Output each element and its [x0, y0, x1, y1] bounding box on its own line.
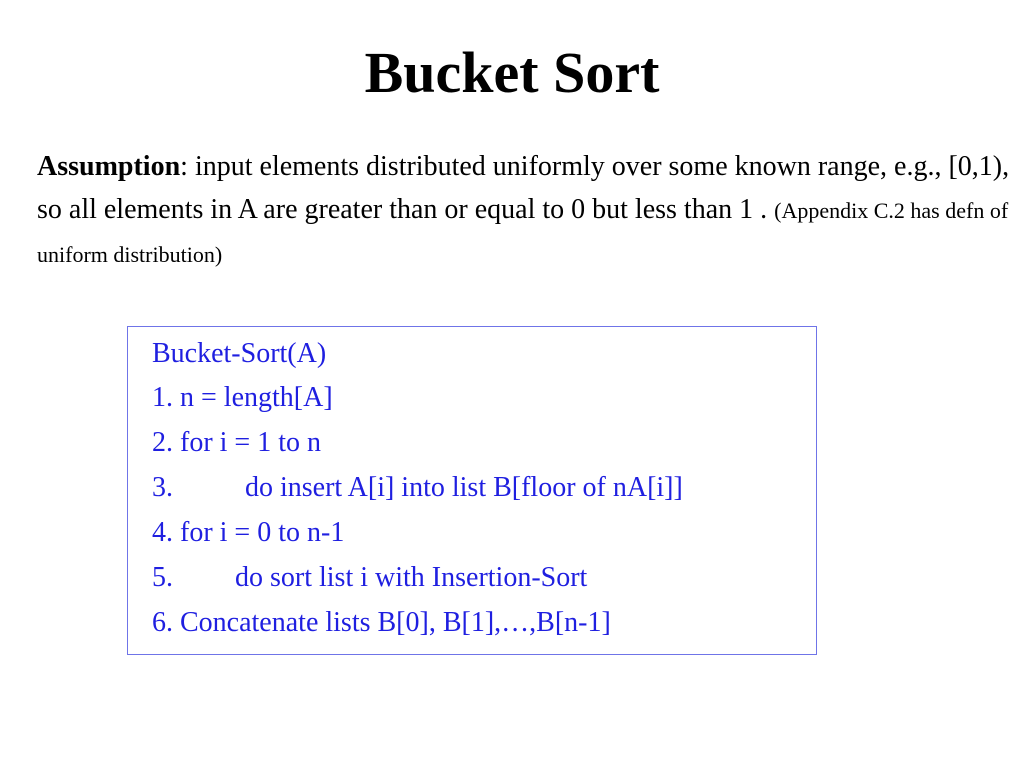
line-text: Concatenate lists B[0], B[1],…,B[n-1]: [180, 607, 611, 638]
line-text: for i = 1 to n: [180, 427, 321, 458]
slide-title: Bucket Sort: [364, 40, 660, 105]
line-text: do insert A[i] into list B[floor of nA[i]]: [245, 472, 683, 503]
algorithm-line-6: [152, 606, 611, 640]
assumption-paragraph: [37, 145, 1012, 276]
line-number: 2.: [152, 427, 173, 458]
line-number: 6.: [152, 607, 173, 638]
assumption-note: (Appendix C.2 has defn of uniform distribution): [37, 198, 1009, 267]
line-number: 4.: [152, 517, 173, 548]
algorithm-name: Bucket-Sort(A): [152, 338, 327, 369]
assumption-text: input elements distributed uniformly over some known range, e.g., [0,1), so all elements in A are greater than or equal to 0 but less than 1 .: [37, 151, 1010, 225]
algorithm-line-1: [152, 381, 333, 415]
algorithm-line-3: [152, 471, 683, 505]
assumption-colon: :: [180, 151, 188, 182]
line-number: 3.: [152, 472, 173, 503]
line-text: for i = 0 to n-1: [180, 517, 345, 548]
algorithm-line-4: [152, 516, 344, 550]
algorithm-line-2: [152, 426, 321, 460]
assumption-lead: Assumption: [37, 151, 181, 182]
line-text: do sort list i with Insertion-Sort: [235, 562, 588, 593]
line-number: 5.: [152, 562, 173, 593]
algorithm-box: [127, 326, 817, 655]
line-number: 1.: [152, 382, 173, 413]
line-text: n = length[A]: [180, 382, 333, 413]
algorithm-line-5: [152, 561, 587, 595]
